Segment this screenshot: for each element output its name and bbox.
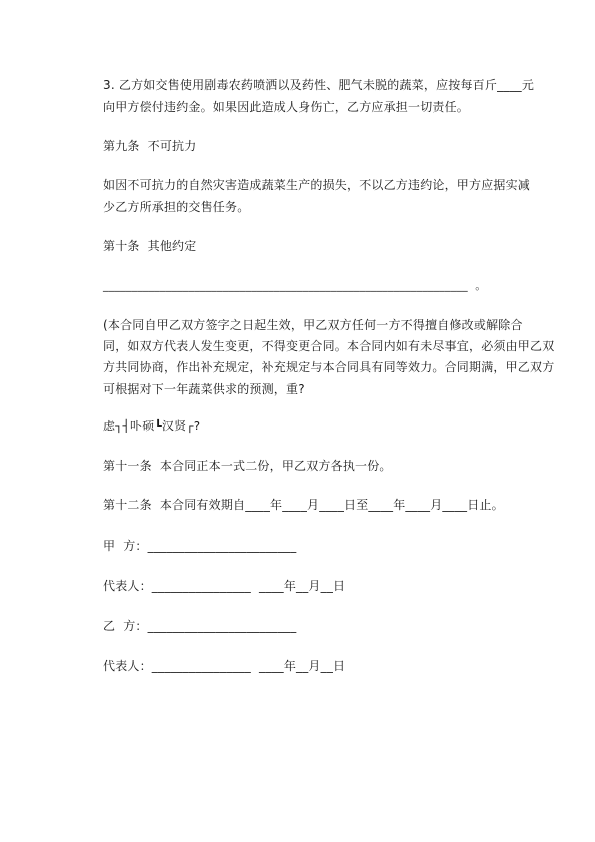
rep-b-line: 代表人：________________ ____年__月__日 — [103, 659, 346, 673]
supplement-line4: 可根据对下一年蔬菜供求的预测，重? — [103, 382, 305, 396]
clause9-line2: 少乙方所承担的交售任务。 — [103, 200, 250, 214]
supplement-line3: 方共同协商，作出补充规定，补充规定与本合同具有同等效力。合同期满，甲乙双方 — [103, 360, 555, 374]
clause12: 第十二条 本合同有效期自____年____月____日至____年____月____日止。 — [103, 498, 504, 512]
supplement-line2: 同，如双方代表人发生变更，不得变更合同。本合同内如有未尽事宜，必须由甲乙双 — [103, 339, 555, 353]
clause9-heading: 第九条 不可抗力 — [103, 139, 197, 153]
clause8-line2: 向甲方偿付违约金。如果因此造成人身伤亡，乙方应承担一切责任。 — [103, 100, 470, 114]
clause10-blank-line: ________________________________________________________________ 。 — [103, 279, 487, 292]
clause8-line1: 3. 乙方如交售使用剧毒农药喷洒以及药性、肥气未脱的蔬菜，应按每百斤____元 — [103, 78, 535, 92]
clause11: 第十一条 本合同正本一式二份，甲乙双方各执一份。 — [103, 459, 392, 473]
party-a-line: 甲 方：________________________ — [103, 539, 297, 553]
garbled-text: 虑┐┤卟硕┗汉贤┌? — [103, 419, 201, 433]
clause10-heading: 第十条 其他约定 — [103, 239, 197, 253]
rep-a-line: 代表人：________________ ____年__月__日 — [103, 579, 346, 593]
supplement-line1: (本合同自甲乙双方签字之日起生效，甲乙双方任何一方不得擅自修改或解除合 — [103, 318, 523, 332]
clause9-line1: 如因不可抗力的自然灾害造成蔬菜生产的损失，不以乙方违约论，甲方应据实减 — [103, 178, 531, 192]
party-b-line: 乙 方：________________________ — [103, 619, 297, 633]
